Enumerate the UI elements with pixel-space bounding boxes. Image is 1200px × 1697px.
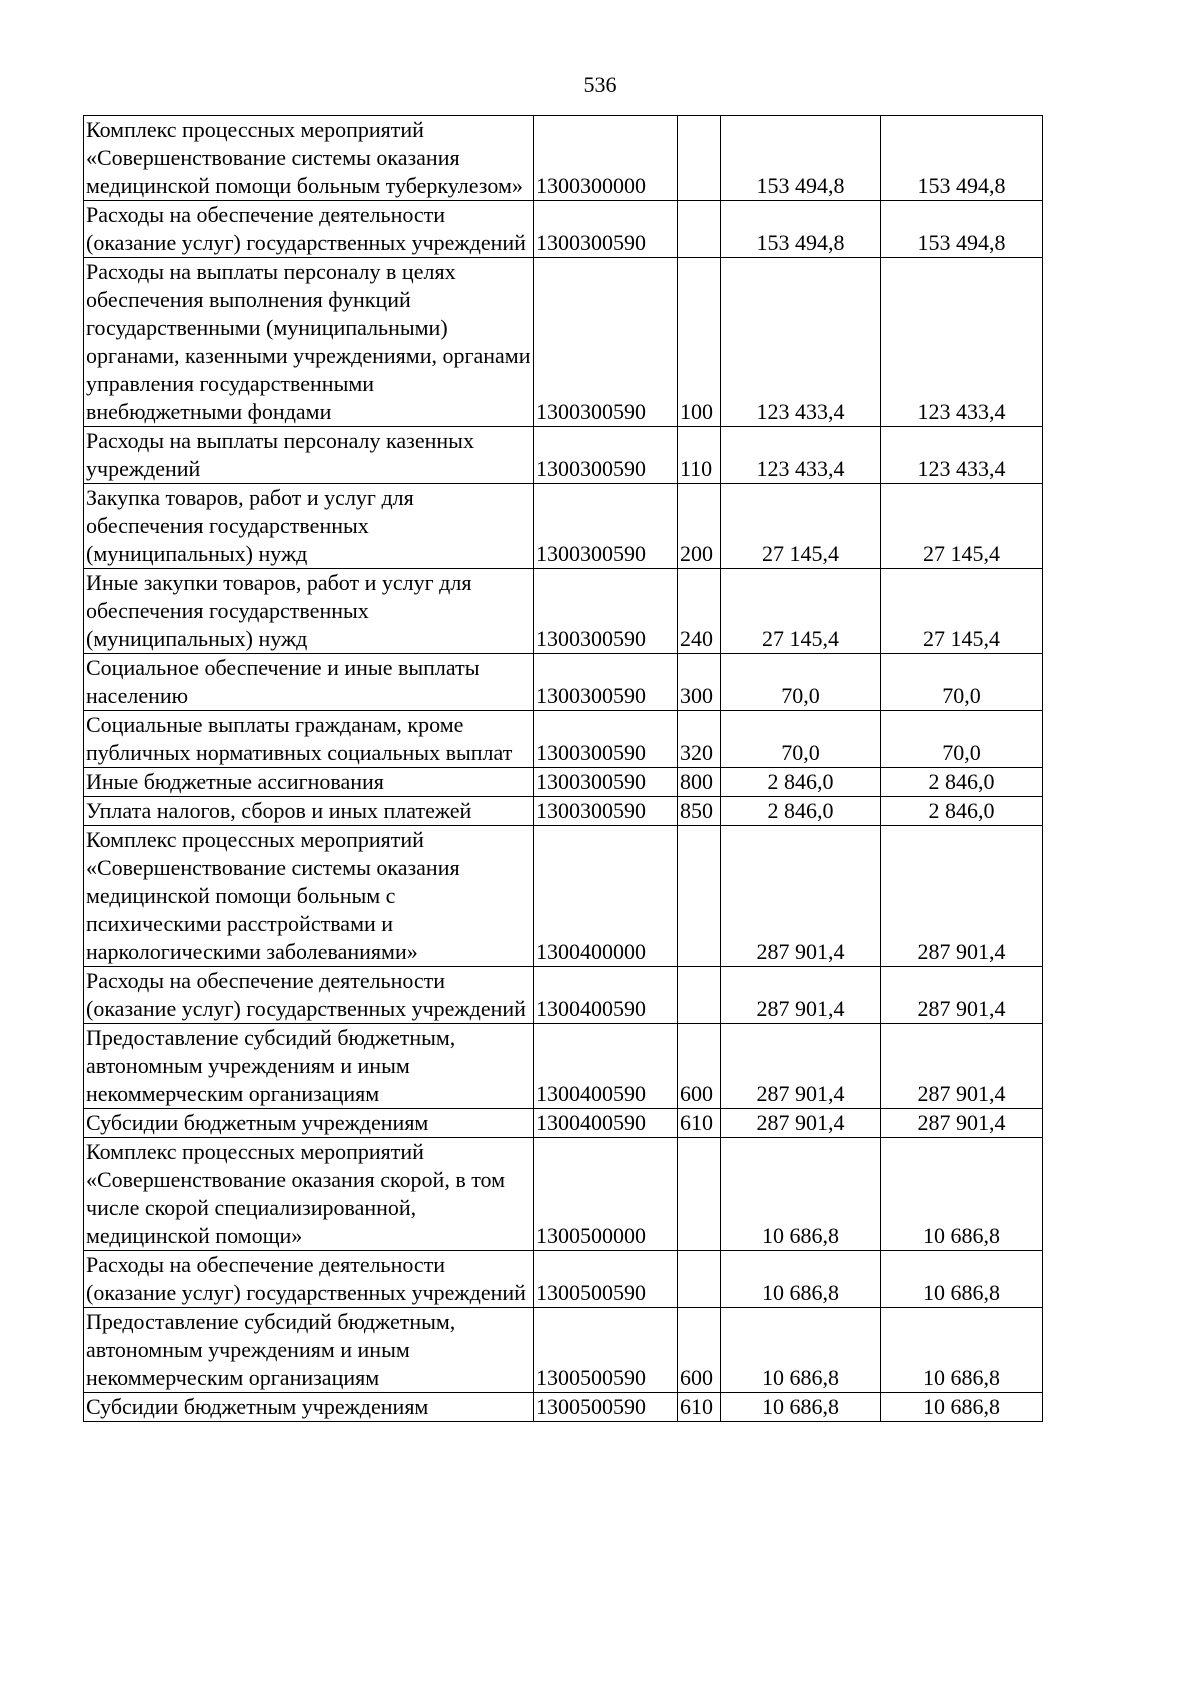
amount-cell-1: 287 901,4 <box>721 1109 881 1138</box>
expense-name-cell: Субсидии бюджетным учреждениям <box>84 1393 534 1422</box>
amount-cell-1: 27 145,4 <box>721 484 881 569</box>
amount-cell-1: 287 901,4 <box>721 826 881 967</box>
amount-cell-1: 27 145,4 <box>721 569 881 654</box>
expense-name-cell: Иные бюджетные ассигнования <box>84 768 534 797</box>
expense-type-cell <box>678 1138 721 1251</box>
amount-cell-1: 153 494,8 <box>721 201 881 258</box>
target-article-cell: 1300400000 <box>534 826 678 967</box>
amount-cell-2: 153 494,8 <box>881 201 1043 258</box>
target-article-cell: 1300300590 <box>534 654 678 711</box>
expense-type-cell: 610 <box>678 1393 721 1422</box>
amount-cell-1: 70,0 <box>721 711 881 768</box>
amount-cell-2: 10 686,8 <box>881 1138 1043 1251</box>
target-article-cell: 1300500590 <box>534 1251 678 1308</box>
expense-type-cell: 850 <box>678 797 721 826</box>
expense-name-cell: Комплекс процессных мероприятий «Совершенствование оказания скорой, в том числе скорой специализированной, медицинской помощи» <box>84 1138 534 1251</box>
expense-name-cell: Расходы на обеспечение деятельности (оказание услуг) государственных учреждений <box>84 201 534 258</box>
expense-name-cell: Расходы на обеспечение деятельности (оказание услуг) государственных учреждений <box>84 1251 534 1308</box>
target-article-cell: 1300300590 <box>534 569 678 654</box>
expense-name-cell: Комплекс процессных мероприятий «Совершенствование системы оказания медицинской помощи больным туберкулезом» <box>84 116 534 201</box>
table-row <box>84 569 1043 654</box>
table-row <box>84 427 1043 484</box>
table-row <box>84 1138 1043 1251</box>
amount-cell-2: 27 145,4 <box>881 484 1043 569</box>
expense-type-cell <box>678 201 721 258</box>
expense-name-cell: Уплата налогов, сборов и иных платежей <box>84 797 534 826</box>
amount-cell-1: 10 686,8 <box>721 1251 881 1308</box>
table-row <box>84 1109 1043 1138</box>
target-article-cell: 1300500000 <box>534 1138 678 1251</box>
amount-cell-2: 287 901,4 <box>881 967 1043 1024</box>
table-row <box>84 1308 1043 1393</box>
amount-cell-2: 10 686,8 <box>881 1393 1043 1422</box>
expense-name-cell: Комплекс процессных мероприятий «Совершенствование системы оказания медицинской помощи больным с психическими расстройствами и наркологическими заболеваниями» <box>84 826 534 967</box>
expense-name-cell: Субсидии бюджетным учреждениям <box>84 1109 534 1138</box>
expense-name-cell: Расходы на выплаты персоналу в целях обеспечения выполнения функций государственными (муниципальными) органами, казенными учреждениями, органами управления государственными внебюджетными фондами <box>84 258 534 427</box>
expense-name-cell: Предоставление субсидий бюджетным, автономным учреждениям и иным некоммерческим организациям <box>84 1308 534 1393</box>
target-article-cell: 1300300590 <box>534 201 678 258</box>
expense-type-cell <box>678 967 721 1024</box>
amount-cell-2: 70,0 <box>881 711 1043 768</box>
budget-table <box>83 115 1043 1422</box>
target-article-cell: 1300300590 <box>534 484 678 569</box>
table-row <box>84 826 1043 967</box>
amount-cell-2: 27 145,4 <box>881 569 1043 654</box>
amount-cell-1: 2 846,0 <box>721 797 881 826</box>
target-article-cell: 1300300590 <box>534 768 678 797</box>
expense-name-cell: Закупка товаров, работ и услуг для обеспечения государственных (муниципальных) нужд <box>84 484 534 569</box>
amount-cell-2: 2 846,0 <box>881 768 1043 797</box>
page-number: 536 <box>583 72 617 97</box>
table-row <box>84 1251 1043 1308</box>
table-row <box>84 1393 1043 1422</box>
target-article-cell: 1300300590 <box>534 711 678 768</box>
amount-cell-2: 287 901,4 <box>881 826 1043 967</box>
expense-name-cell: Расходы на обеспечение деятельности (оказание услуг) государственных учреждений <box>84 967 534 1024</box>
expense-type-cell: 610 <box>678 1109 721 1138</box>
expense-type-cell: 110 <box>678 427 721 484</box>
table-row <box>84 768 1043 797</box>
table-row <box>84 797 1043 826</box>
target-article-cell: 1300300590 <box>534 797 678 826</box>
expense-type-cell: 320 <box>678 711 721 768</box>
amount-cell-1: 10 686,8 <box>721 1138 881 1251</box>
amount-cell-2: 2 846,0 <box>881 797 1043 826</box>
amount-cell-1: 287 901,4 <box>721 1024 881 1109</box>
target-article-cell: 1300500590 <box>534 1308 678 1393</box>
amount-cell-2: 123 433,4 <box>881 258 1043 427</box>
table-row <box>84 1024 1043 1109</box>
expense-type-cell: 600 <box>678 1308 721 1393</box>
table-row <box>84 201 1043 258</box>
expense-name-cell: Предоставление субсидий бюджетным, автономным учреждениям и иным некоммерческим организациям <box>84 1024 534 1109</box>
amount-cell-2: 10 686,8 <box>881 1251 1043 1308</box>
expense-type-cell: 300 <box>678 654 721 711</box>
amount-cell-2: 123 433,4 <box>881 427 1043 484</box>
amount-cell-1: 123 433,4 <box>721 427 881 484</box>
table-row <box>84 116 1043 201</box>
table-row <box>84 711 1043 768</box>
amount-cell-1: 10 686,8 <box>721 1393 881 1422</box>
amount-cell-2: 153 494,8 <box>881 116 1043 201</box>
amount-cell-1: 287 901,4 <box>721 967 881 1024</box>
target-article-cell: 1300400590 <box>534 967 678 1024</box>
expense-type-cell: 240 <box>678 569 721 654</box>
table-row <box>84 967 1043 1024</box>
target-article-cell: 1300300000 <box>534 116 678 201</box>
amount-cell-2: 287 901,4 <box>881 1109 1043 1138</box>
target-article-cell: 1300300590 <box>534 427 678 484</box>
expense-name-cell: Социальное обеспечение и иные выплаты населению <box>84 654 534 711</box>
expense-name-cell: Иные закупки товаров, работ и услуг для обеспечения государственных (муниципальных) нужд <box>84 569 534 654</box>
expense-type-cell <box>678 826 721 967</box>
amount-cell-1: 153 494,8 <box>721 116 881 201</box>
expense-type-cell: 100 <box>678 258 721 427</box>
amount-cell-1: 10 686,8 <box>721 1308 881 1393</box>
amount-cell-2: 70,0 <box>881 654 1043 711</box>
expense-type-cell: 200 <box>678 484 721 569</box>
table-row <box>84 258 1043 427</box>
target-article-cell: 1300400590 <box>534 1109 678 1138</box>
amount-cell-1: 123 433,4 <box>721 258 881 427</box>
table-row <box>84 654 1043 711</box>
expense-name-cell: Расходы на выплаты персоналу казенных учреждений <box>84 427 534 484</box>
expense-name-cell: Социальные выплаты гражданам, кроме публичных нормативных социальных выплат <box>84 711 534 768</box>
expense-type-cell <box>678 1251 721 1308</box>
target-article-cell: 1300400590 <box>534 1024 678 1109</box>
budget-table-body <box>84 116 1043 1422</box>
amount-cell-1: 70,0 <box>721 654 881 711</box>
amount-cell-2: 10 686,8 <box>881 1308 1043 1393</box>
target-article-cell: 1300300590 <box>534 258 678 427</box>
expense-type-cell: 600 <box>678 1024 721 1109</box>
target-article-cell: 1300500590 <box>534 1393 678 1422</box>
amount-cell-1: 2 846,0 <box>721 768 881 797</box>
table-row <box>84 484 1043 569</box>
expense-type-cell <box>678 116 721 201</box>
expense-type-cell: 800 <box>678 768 721 797</box>
amount-cell-2: 287 901,4 <box>881 1024 1043 1109</box>
